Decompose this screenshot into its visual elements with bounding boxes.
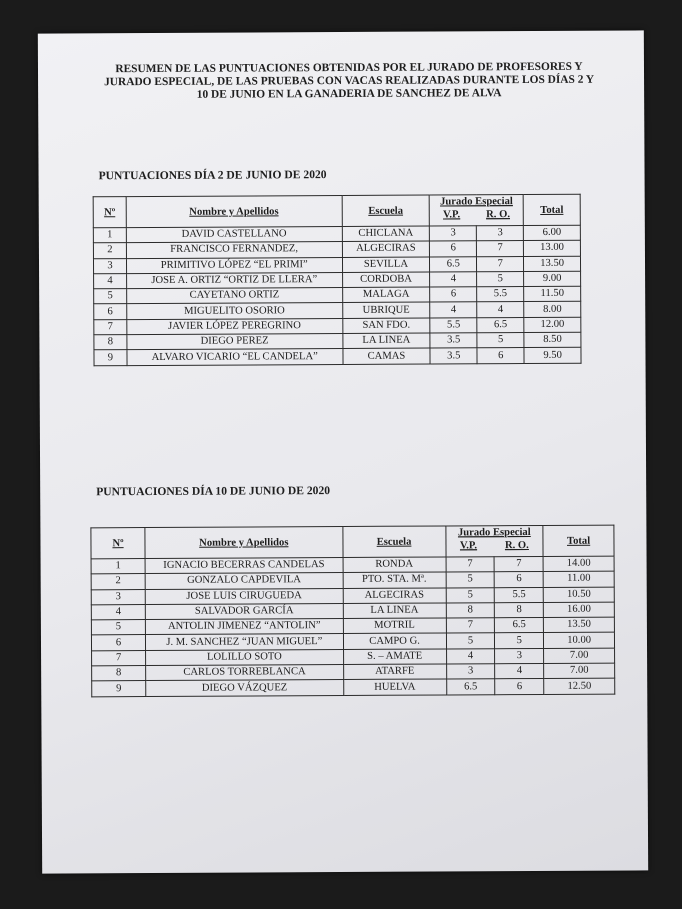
- cell-vp: 6: [430, 287, 477, 303]
- cell-total: 10.00: [544, 633, 615, 649]
- jurado-title: Jurado Especial: [457, 527, 531, 539]
- column-header-ro: R. O.: [486, 209, 510, 221]
- cell-school: RONDA: [343, 557, 446, 573]
- cell-name: FRANCISCO FERNANDEZ,: [126, 242, 342, 258]
- column-header-vp: V.P.: [459, 540, 478, 552]
- jurado-title: Jurado Especial: [440, 196, 513, 208]
- cell-ro: 6.5: [495, 618, 544, 634]
- cell-ro: 5.5: [477, 287, 524, 303]
- day2-scores-table: [90, 525, 615, 697]
- cell-num: 5: [94, 289, 127, 304]
- cell-school: CHICLANA: [342, 226, 430, 242]
- cell-name: SALVADOR GARCÍA: [145, 603, 343, 619]
- cell-ro: 5: [477, 271, 524, 287]
- column-header-school: Escuela: [342, 526, 445, 558]
- cell-num: 2: [93, 243, 126, 258]
- column-header-total: Total: [543, 525, 614, 556]
- document-heading: [94, 61, 604, 103]
- cell-ro: 6: [495, 679, 544, 695]
- column-header-total: Total: [523, 194, 580, 225]
- cell-school: MALAGA: [342, 287, 430, 303]
- cell-vp: 7: [446, 618, 495, 634]
- column-header-num: Nº: [91, 528, 145, 559]
- cell-vp: 5: [446, 633, 495, 649]
- cell-vp: 4: [430, 302, 477, 318]
- cell-num: 6: [91, 635, 145, 651]
- cell-ro: 3: [477, 226, 524, 242]
- paper-sheet: [38, 30, 648, 873]
- cell-vp: 7: [446, 557, 495, 573]
- cell-ro: 4: [495, 664, 544, 680]
- day1-scores-table: [93, 194, 582, 366]
- cell-total: 9.50: [524, 348, 581, 364]
- column-header-name: Nombre y Apellidos: [126, 196, 342, 228]
- cell-vp: 6.5: [430, 256, 477, 272]
- cell-vp: 3: [430, 226, 477, 242]
- cell-total: 7.00: [544, 663, 615, 679]
- cell-name: DIEGO VÁZQUEZ: [146, 680, 344, 696]
- cell-ro: 6: [495, 572, 544, 588]
- column-header-num: Nº: [93, 197, 126, 228]
- cell-ro: 6.5: [477, 317, 524, 333]
- heading-line: 10 DE JUNIO EN LA GANADERIA DE SANCHEZ DE ALVA: [196, 87, 502, 101]
- cell-total: 9.00: [524, 271, 581, 287]
- cell-name: MIGUELITO OSORIO: [127, 303, 343, 319]
- cell-vp: 6: [430, 241, 477, 257]
- cell-total: 14.00: [543, 556, 614, 572]
- cell-total: 7.00: [544, 648, 615, 664]
- cell-vp: 5: [446, 572, 495, 588]
- cell-name: JOSE A. ORTIZ “ORTIZ DE LLERA”: [126, 272, 342, 288]
- cell-name: PRIMITIVO LÓPEZ “EL PRIMI”: [126, 257, 342, 273]
- day2-section-title: PUNTUACIONES DÍA 10 DE JUNIO DE 2020: [96, 484, 331, 499]
- heading-line: JURADO ESPECIAL, DE LAS PRUEBAS CON VACAS REALIZADAS DURANTE LOS DÍAS 2 Y: [104, 73, 595, 89]
- column-header-ro: R. O.: [504, 540, 529, 552]
- cell-ro: 5: [495, 633, 544, 649]
- cell-num: 3: [93, 258, 126, 273]
- cell-total: 16.00: [544, 602, 615, 618]
- table-row: [94, 348, 581, 366]
- cell-num: 1: [93, 228, 126, 243]
- cell-num: 3: [91, 589, 145, 605]
- cell-vp: 5.5: [430, 318, 477, 334]
- cell-school: HUELVA: [343, 679, 446, 695]
- table-header-row: [93, 194, 580, 228]
- cell-name: JAVIER LÓPEZ PEREGRINO: [127, 318, 343, 334]
- cell-school: SAN FDO.: [342, 318, 430, 334]
- cell-vp: 5: [446, 587, 495, 603]
- cell-ro: 7: [477, 241, 524, 257]
- cell-name: IGNACIO BECERRAS CANDELAS: [145, 558, 343, 574]
- cell-ro: 7: [494, 556, 543, 572]
- cell-ro: 6: [477, 348, 524, 364]
- cell-school: S. – AMATE: [343, 649, 446, 665]
- cell-total: 12.50: [544, 678, 615, 694]
- cell-school: ATARFE: [343, 664, 446, 680]
- column-header-vp: V.P.: [443, 209, 461, 221]
- cell-num: 8: [92, 666, 146, 682]
- cell-vp: 6.5: [446, 679, 495, 695]
- cell-school: ALGECIRAS: [343, 588, 446, 604]
- cell-total: 11.00: [543, 571, 614, 587]
- cell-total: 11.50: [524, 286, 581, 302]
- cell-name: LOLILLO SOTO: [146, 649, 344, 665]
- cell-school: PTO. STA. Mª.: [343, 572, 446, 588]
- cell-ro: 5: [477, 333, 524, 349]
- cell-name: DAVID CASTELLANO: [126, 227, 342, 243]
- cell-vp: 3.5: [430, 348, 477, 364]
- cell-school: CORDOBA: [342, 272, 430, 288]
- cell-name: CAYETANO ORTIZ: [127, 288, 343, 304]
- cell-num: 9: [92, 681, 146, 697]
- cell-name: J. M. SANCHEZ “JUAN MIGUEL”: [146, 634, 344, 650]
- cell-num: 4: [91, 604, 145, 620]
- cell-total: 10.50: [543, 587, 614, 603]
- cell-total: 8.50: [524, 332, 581, 348]
- cell-num: 8: [94, 335, 127, 350]
- cell-vp: 8: [446, 603, 495, 619]
- cell-name: ANTOLIN JIMENEZ “ANTOLIN”: [145, 619, 343, 635]
- table-row: [92, 678, 615, 696]
- heading-line: RESUMEN DE LAS PUNTUACIONES OBTENIDAS POR EL JURADO DE PROFESORES Y: [115, 60, 583, 76]
- cell-vp: 4: [430, 272, 477, 288]
- cell-num: 4: [94, 274, 127, 289]
- cell-total: 6.00: [524, 225, 581, 241]
- cell-num: 7: [92, 650, 146, 666]
- cell-name: CARLOS TORREBLANCA: [146, 665, 344, 681]
- cell-school: MOTRIL: [343, 618, 446, 634]
- cell-num: 2: [91, 574, 145, 590]
- cell-num: 1: [91, 559, 145, 575]
- cell-school: CAMPO G.: [343, 633, 446, 649]
- cell-total: 12.00: [524, 317, 581, 333]
- cell-vp: 3.5: [430, 333, 477, 349]
- cell-ro: 4: [477, 302, 524, 318]
- cell-school: LA LINEA: [343, 603, 446, 619]
- cell-ro: 8: [495, 602, 544, 618]
- column-header-jurado: [429, 195, 523, 226]
- cell-vp: 4: [446, 648, 495, 664]
- cell-total: 8.00: [524, 302, 581, 318]
- cell-school: LA LINEA: [342, 333, 430, 349]
- cell-num: 5: [91, 620, 145, 636]
- cell-name: ALVARO VICARIO “EL CANDELA”: [127, 349, 343, 365]
- cell-num: 9: [94, 350, 127, 365]
- column-header-school: Escuela: [342, 195, 430, 226]
- cell-num: 7: [94, 319, 127, 334]
- cell-total: 13.00: [524, 241, 581, 257]
- cell-total: 13.50: [524, 256, 581, 272]
- cell-name: DIEGO PEREZ: [127, 334, 343, 350]
- day1-section-title: PUNTUACIONES DÍA 2 DE JUNIO DE 2020: [98, 168, 327, 183]
- cell-num: 6: [94, 304, 127, 319]
- cell-ro: 5.5: [495, 587, 544, 603]
- cell-school: CAMAS: [342, 348, 430, 364]
- column-header-name: Nombre y Apellidos: [145, 527, 343, 559]
- cell-school: UBRIQUE: [342, 303, 430, 319]
- cell-ro: 7: [477, 256, 524, 272]
- cell-school: SEVILLA: [342, 257, 430, 273]
- cell-ro: 3: [495, 648, 544, 664]
- cell-name: JOSE LUIS CIRUGUEDA: [145, 588, 343, 604]
- column-header-jurado: [445, 525, 543, 557]
- cell-vp: 3: [446, 664, 495, 680]
- cell-school: ALGECIRAS: [342, 241, 430, 257]
- table-header-row: [91, 525, 614, 559]
- cell-name: GONZALO CAPDEVILA: [145, 573, 343, 589]
- cell-total: 13.50: [544, 617, 615, 633]
